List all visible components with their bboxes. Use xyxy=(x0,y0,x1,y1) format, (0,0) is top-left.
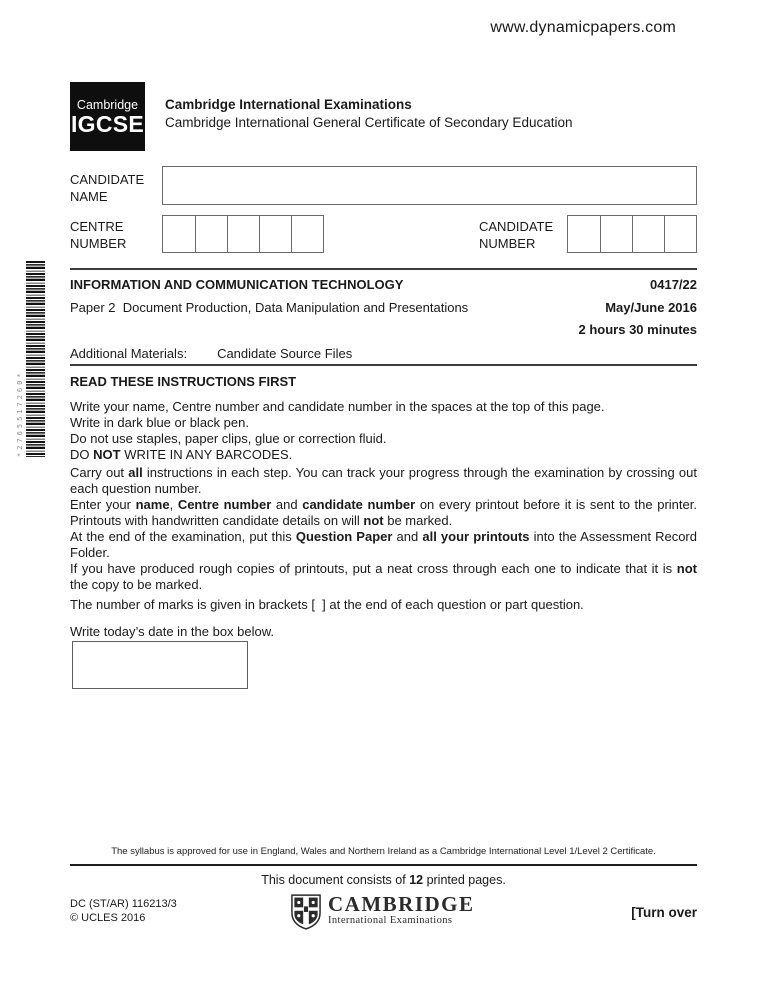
instruction-paragraph: If you have produced rough copies of printouts, put a neat cross through each one to indicate that it is not the copy to be marked. xyxy=(70,561,697,592)
digit-cell[interactable] xyxy=(227,216,259,252)
instructions-block-1 xyxy=(70,399,697,463)
centre-number-input[interactable] xyxy=(162,215,324,253)
exam-duration: 2 hours 30 minutes xyxy=(578,322,697,337)
cambridge-footer-logo xyxy=(291,893,475,931)
date-input-box[interactable] xyxy=(72,641,248,689)
brand-header xyxy=(70,82,572,151)
divider-footer xyxy=(70,864,697,866)
instruction-paragraph: Carry out all instructions in each step. You can track your progress through the examination by crossing out each question number. xyxy=(70,465,697,496)
candidate-number-input[interactable] xyxy=(567,215,697,253)
instruction-paragraph: At the end of the examination, put this Question Paper and all your printouts into the Assessment Record Folder. xyxy=(70,529,697,560)
turn-over-note: [Turn over xyxy=(631,905,697,920)
subject-title: INFORMATION AND COMMUNICATION TECHNOLOGY xyxy=(70,277,404,292)
divider-materials xyxy=(70,364,697,366)
digit-cell[interactable] xyxy=(600,216,632,252)
copyright: © UCLES 2016 xyxy=(70,912,146,924)
barcode-label: *2765517260* xyxy=(16,370,24,457)
spacer xyxy=(324,215,479,253)
footer xyxy=(70,893,697,939)
instruction-paragraph: Enter your name, Centre number and candidate number on every printout before it is sent to the printer. Printouts with handwritten candidate details on will not be marked. xyxy=(70,497,697,528)
paper-row xyxy=(70,300,697,316)
marks-note: The number of marks is given in brackets [ ] at the end of each question or part question. xyxy=(70,597,584,612)
cambridge-igcse-logo xyxy=(70,82,145,151)
digit-cell[interactable] xyxy=(632,216,664,252)
footer-logo-name: CAMBRIDGE xyxy=(328,892,475,916)
instruction-line: DO NOT WRITE IN ANY BARCODES. xyxy=(70,447,293,462)
date-note: Write today’s date in the box below. xyxy=(70,624,275,639)
digit-cell[interactable] xyxy=(291,216,323,252)
paper-name: Paper 2 Document Production, Data Manipulation and Presentations xyxy=(70,300,469,315)
paper-code: 0417/22 xyxy=(650,277,697,292)
candidate-name-label: CANDIDATE NAME xyxy=(70,172,145,204)
digit-cell[interactable] xyxy=(259,216,291,252)
footer-logo-subtitle: International Examinations xyxy=(328,915,453,926)
materials-value: Candidate Source Files xyxy=(217,346,353,361)
instruction-line: Write in dark blue or black pen. xyxy=(70,415,249,430)
candidate-name-input[interactable] xyxy=(162,166,697,205)
syllabus-approval-note: The syllabus is approved for use in England, Wales and Northern Ireland as a Cambridge International Level 1/Level 2 Certificate. xyxy=(111,846,656,857)
materials-label: Additional Materials: xyxy=(70,346,188,361)
digit-cell[interactable] xyxy=(195,216,227,252)
divider-top xyxy=(70,268,697,270)
candidate-number-label: CANDIDATE NUMBER xyxy=(479,219,554,251)
barcode xyxy=(16,261,45,457)
instructions-block-2 xyxy=(70,465,697,593)
centre-number-label: CENTRE NUMBER xyxy=(70,219,127,251)
document-id-block xyxy=(70,897,177,925)
website-url: www.dynamicpapers.com xyxy=(490,19,676,36)
footer-logo-text xyxy=(321,893,475,931)
logo-text-cambridge: Cambridge xyxy=(76,97,139,112)
digit-cell[interactable] xyxy=(664,216,696,252)
instructions-heading: READ THESE INSTRUCTIONS FIRST xyxy=(70,374,297,389)
candidate-numbers-row xyxy=(70,215,697,253)
digit-cell[interactable] xyxy=(163,216,195,252)
logo-text-igcse: IGCSE xyxy=(70,110,145,137)
barcode-bars-icon xyxy=(26,261,45,457)
instruction-line: Write your name, Centre number and candidate number in the spaces at the top of this page. xyxy=(70,399,605,414)
org-header xyxy=(145,82,572,151)
page-count-note: This document consists of 12 printed pages. xyxy=(261,873,506,887)
candidate-name-row xyxy=(70,166,697,205)
instruction-line: Do not use staples, paper clips, glue or correction fluid. xyxy=(70,431,387,446)
document-id: DC (ST/AR) 116213/3 xyxy=(70,898,177,910)
digit-cell[interactable] xyxy=(568,216,600,252)
org-qualification: Cambridge International General Certificate of Secondary Education xyxy=(165,115,573,130)
org-name: Cambridge International Examinations xyxy=(165,97,412,112)
exam-session: May/June 2016 xyxy=(605,300,697,315)
materials-row xyxy=(70,346,352,362)
cambridge-crest-icon xyxy=(291,893,321,931)
exam-title-row xyxy=(70,277,697,293)
